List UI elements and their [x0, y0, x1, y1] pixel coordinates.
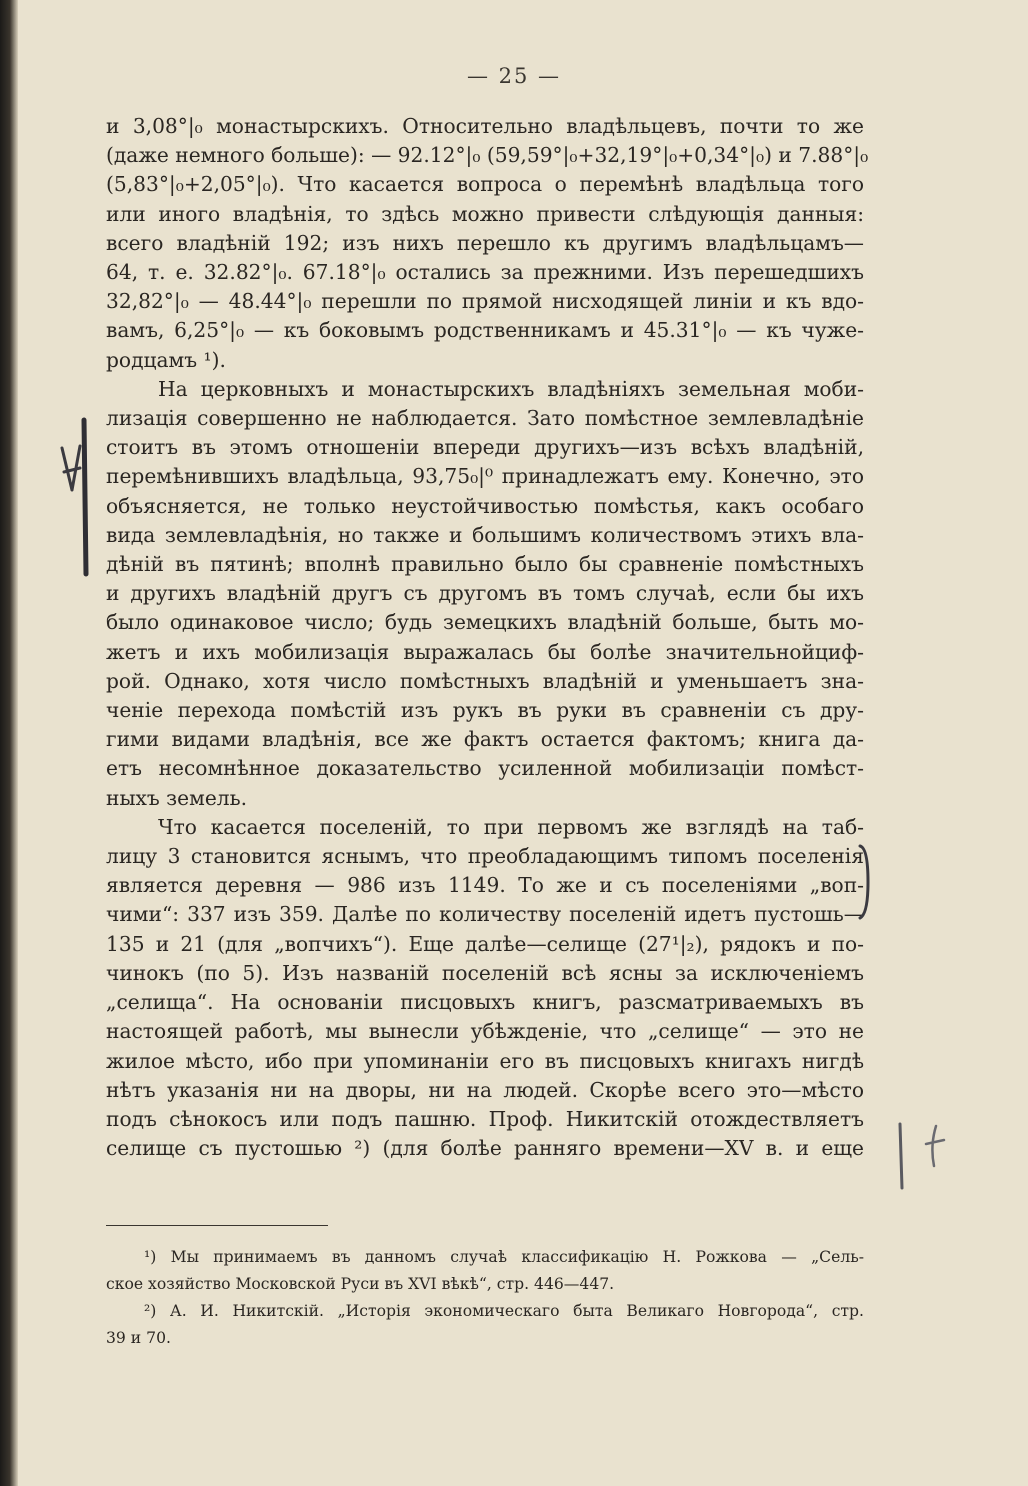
footnote-2: [106, 1298, 864, 1352]
text-line: 135 и 21 (для „вопчихъ“). Еще далѣе—селище (27¹|₂), рядокъ и по-: [106, 931, 864, 956]
footnotes: [106, 1244, 864, 1352]
pencil-margin-tick: [886, 1118, 956, 1198]
footnote-separator: [106, 1225, 328, 1226]
paragraph-2: [106, 375, 864, 813]
text-line: лизація совершенно не наблюдается. Зато помѣстное землевладѣніе: [106, 406, 864, 431]
text-line: было одинаковое число; будь земецкихъ владѣній больше, быть мо-: [106, 610, 864, 635]
text-line: является деревня — 986 изъ 1149. То же и съ поселеніями „воп-: [106, 873, 864, 898]
footnote-line: ²) А. И. Никитскій. „Исторія экономическаго быта Великаго Новгорода“, стр.: [144, 1302, 864, 1320]
text-line: (5,83°|₀+2,05°|₀). Что касается вопроса о перемѣнѣ владѣльца того: [106, 172, 864, 197]
text-line: и другихъ владѣній другъ съ другомъ въ томъ случаѣ, если бы ихъ: [106, 581, 864, 606]
text-line: вида землевладѣнія, но также и большимъ количествомъ этихъ вла-: [106, 522, 864, 547]
page-binding-edge: [0, 0, 18, 1486]
text-line: и 3,08°|₀ монастырскихъ. Относительно владѣльцевъ, почти то же: [106, 114, 864, 138]
paragraph-3: [106, 813, 864, 1163]
main-text: [106, 112, 869, 1163]
pencil-margin-bracket-right: [856, 842, 876, 922]
text-line: подъ сѣнокосъ или подъ пашню. Проф. Никитскій отождествляетъ: [106, 1106, 864, 1131]
text-line: чинокъ (по 5). Изъ названій поселеній всѣ ясны за исключеніемъ: [106, 960, 864, 985]
text-line: чими“: 337 изъ 359. Далѣе по количеству поселеній идетъ пустошь—: [106, 902, 864, 927]
footnote-1: [106, 1244, 864, 1298]
text-line: селище съ пустошью ²) (для болѣе ранняго времени—XV в. и еще: [106, 1136, 864, 1161]
text-line: Что касается поселеній, то при первомъ же взглядѣ на таб-: [158, 814, 864, 839]
text-line: жилое мѣсто, ибо при упоминаніи его въ писцовыхъ книгахъ нигдѣ: [106, 1048, 864, 1073]
text-line: 64, т. е. 32.82°|₀. 67.18°|₀ остались за прежними. Изъ перешедшихъ: [106, 260, 864, 285]
text-line: жетъ и ихъ мобилизація выражалась бы болѣе значительнойциф-: [106, 639, 864, 664]
text-line: „селища“. На основаніи писцовыхъ книгъ, разсматриваемыхъ въ: [106, 990, 864, 1015]
pencil-margin-bracket: [50, 412, 100, 582]
page-number: — 25 —: [466, 64, 562, 88]
text-line: ченіе перехода помѣстій изъ рукъ въ руки въ сравненіи съ дру-: [106, 698, 864, 723]
footnote-line: 39 и 70.: [106, 1329, 171, 1347]
text-line: родцамъ ¹).: [106, 347, 226, 372]
text-line: настоящей работѣ, мы вынесли убѣжденіе, что „селище“ — это не: [106, 1019, 864, 1044]
text-line: нѣтъ указанія ни на дворы, ни на людей. Скорѣе всего это—мѣсто: [106, 1077, 864, 1102]
text-line: стоитъ въ этомъ отношеніи впереди другихъ—изъ всѣхъ владѣній,: [106, 435, 864, 460]
text-line: объясняется, не только неустойчивостью помѣстья, какъ особаго: [106, 493, 864, 518]
text-line: 32,82°|₀ — 48.44°|₀ перешли по прямой нисходящей линіи и къ вдо-: [106, 289, 864, 314]
text-line: дѣній въ пятинѣ; вполнѣ правильно было бы сравненіе помѣстныхъ: [106, 552, 864, 577]
text-line: всего владѣній 192; изъ нихъ перешло къ другимъ владѣльцамъ—: [106, 230, 864, 255]
footnote-line: ское хозяйство Московской Руси въ XVI вѣкѣ“, стр. 446—447.: [106, 1275, 615, 1293]
text-line: етъ несомнѣнное доказательство усиленной мобилизаціи помѣст-: [106, 756, 864, 781]
text-line: вамъ, 6,25°|₀ — къ боковымъ родственникамъ и 45.31°|₀ — къ чуже-: [106, 318, 864, 343]
paragraph-1: [106, 112, 869, 375]
text-line: рой. Однако, хотя число помѣстныхъ владѣній и уменьшаетъ зна-: [106, 668, 864, 693]
text-line: или иного владѣнія, то здѣсь можно привести слѣдующія данныя:: [106, 201, 864, 226]
text-line: гими видами владѣнія, все же фактъ остается фактомъ; книга да-: [106, 727, 864, 752]
text-line: (даже немного больше): — 92.12°|₀ (59,59°|₀+32,19°|₀+0,34°|₀) и 7.88°|₀: [106, 143, 869, 168]
text-line: лицу 3 становится яснымъ, что преобладающимъ типомъ поселенія: [106, 844, 864, 869]
footnote-line: ¹) Мы принимаемъ въ данномъ случаѣ классификацію Н. Рожкова — „Сель-: [144, 1248, 864, 1266]
text-line: ныхъ земель.: [106, 785, 248, 810]
text-line: перемѣнившихъ владѣльца, 93,75₀|⁰ принадлежатъ ему. Конечно, это: [106, 464, 864, 489]
text-line: На церковныхъ и монастырскихъ владѣніяхъ земельная моби-: [158, 376, 864, 401]
